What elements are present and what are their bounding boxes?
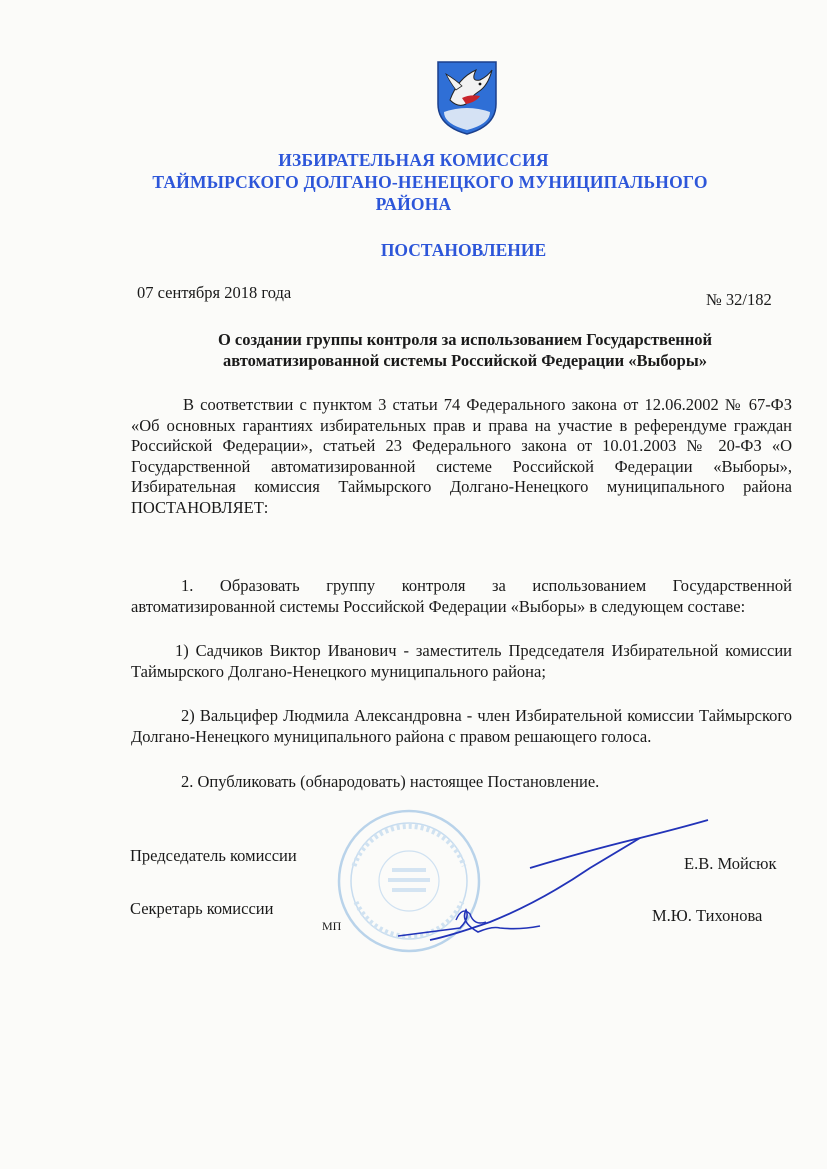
member-entry-1: 1) Садчиков Виктор Иванович - заместитель Председателя Избирательной комиссии Таймырского Долгано-Ненецкого муниципального района; bbox=[131, 641, 792, 681]
resolution-item-2: 2. Опубликовать (обнародовать) настоящее Постановление. bbox=[181, 772, 600, 791]
signature-icon bbox=[390, 810, 720, 950]
organization-name-line2: ТАЙМЫРСКОГО ДОЛГАНО-НЕНЕЦКОГО МУНИЦИПАЛЬНОГО bbox=[152, 172, 708, 192]
chair-name: Е.В. Мойсюк bbox=[684, 854, 777, 873]
document-date: 07 сентября 2018 года bbox=[137, 283, 292, 302]
secretary-name: М.Ю. Тихонова bbox=[652, 906, 763, 925]
chair-label: Председатель комиссии bbox=[130, 846, 297, 865]
coat-of-arms-icon bbox=[436, 60, 498, 136]
secretary-label: Секретарь комиссии bbox=[130, 899, 274, 918]
subject-line1: О создании группы контроля за использованием Государственной bbox=[217, 330, 713, 349]
resolution-item-1: 1. Образовать группу контроля за использованием Государственной автоматизированной системы Российской Федерации «Выборы» в следующем составе: bbox=[131, 576, 792, 616]
document-number: № 32/182 bbox=[706, 290, 772, 309]
organization-name-line1: ИЗБИРАТЕЛЬНАЯ КОМИССИЯ bbox=[278, 150, 549, 170]
member-entry-2: 2) Вальцифер Людмила Александровна - член Избирательной комиссии Таймырского Долгано-Ненецкого муниципального района с правом решающего голоса. bbox=[131, 706, 792, 746]
preamble-paragraph: В соответствии с пунктом 3 статьи 74 Федерального закона от 12.06.2002 № 67-ФЗ «Об основных гарантиях избирательных прав и права на участие в референдуме граждан Российской Федерации», статьей 23 Федерального закона от 10.01.2003 № 20-ФЗ «О Государственной автоматизированной системе Российской Федерации «Выборы», Избирательная комиссия Таймырского Долгано-Ненецкого муниципального района ПОСТАНОВЛЯЕТ: bbox=[131, 395, 792, 517]
document-type: ПОСТАНОВЛЕНИЕ bbox=[380, 240, 547, 260]
seal-place-mark: МП bbox=[322, 919, 342, 933]
organization-name-line3: РАЙОНА bbox=[375, 194, 452, 214]
subject-line2: автоматизированной системы Российской Федерации «Выборы» bbox=[223, 351, 707, 370]
